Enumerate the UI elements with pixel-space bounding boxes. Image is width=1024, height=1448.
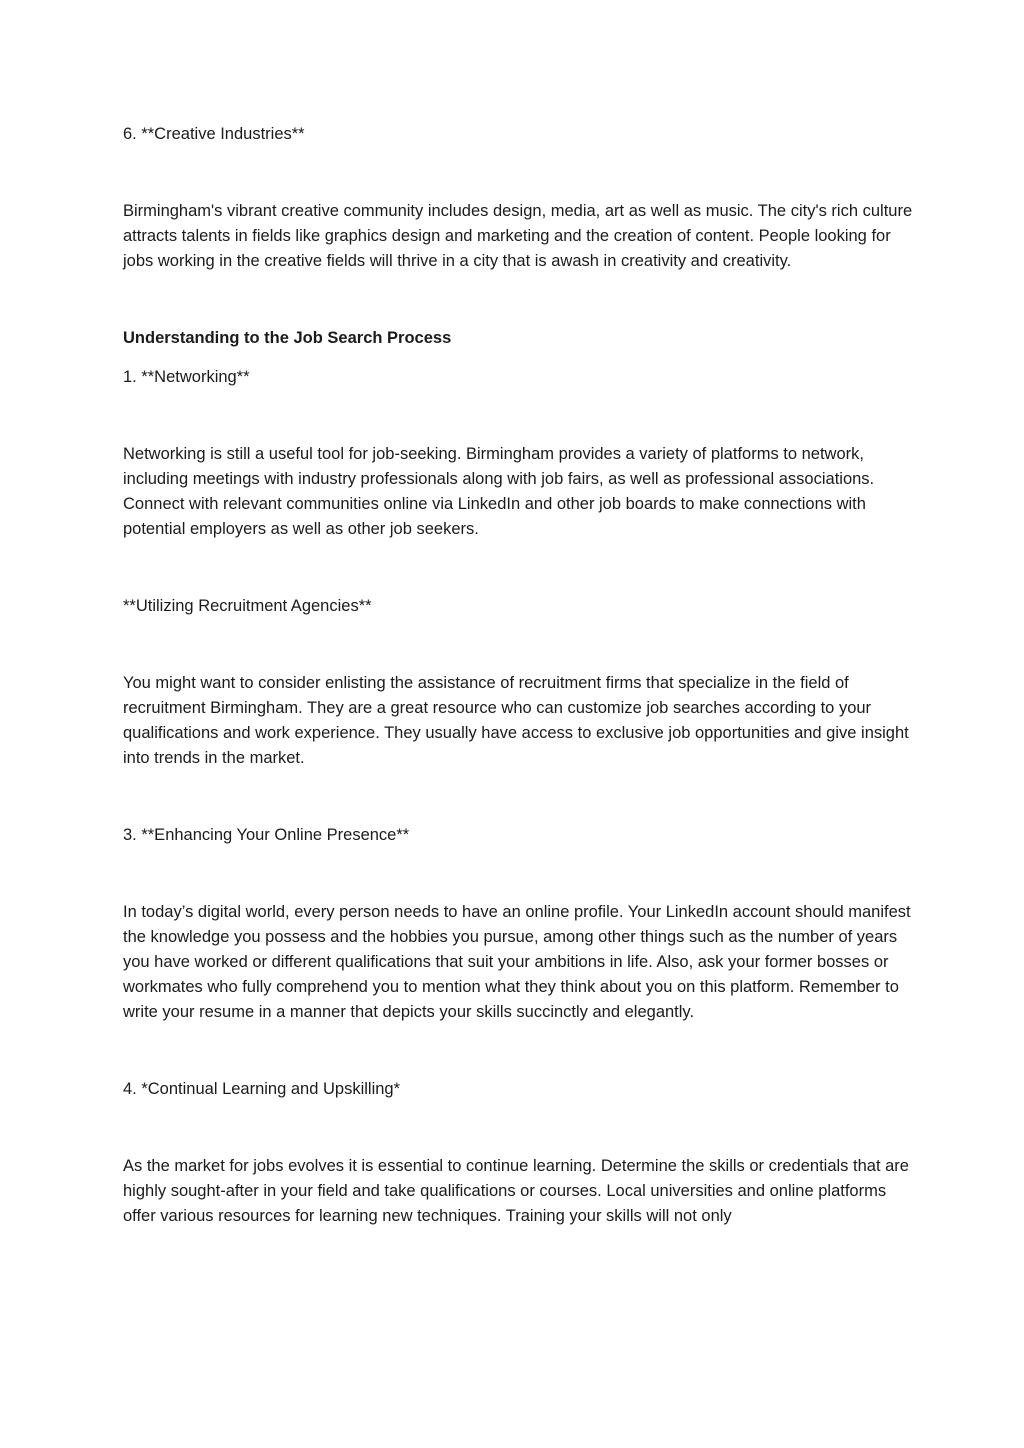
heading-job-search-process: Understanding to the Job Search Process [123,329,452,347]
heading-creative-industries: 6. **Creative Industries** [123,125,305,143]
heading-online-presence: 3. **Enhancing Your Online Presence** [123,826,410,844]
paragraph-creative-industries: Birmingham's vibrant creative community includes design, media, art as well as music. The city's rich culture attracts talents in fields like graphics design and marketing and the creation of content. People looking for jobs working in the creative fields will thrive in a city that is awash in creativity and creativity. [123,202,917,270]
paragraph-continual-learning: As the market for jobs evolves it is essential to continue learning. Determine the skills or credentials that are highly sought-after in your field and take qualifications or courses. Local universities and online platforms offer various resources for learning new techniques. Training your skills will not only [123,1157,914,1225]
heading-continual-learning: 4. *Continual Learning and Upskilling* [123,1080,401,1098]
paragraph-recruitment-agencies: You might want to consider enlisting the assistance of recruitment firms that specialize in the field of recruitment Birmingham. They are a great resource who can customize job searches according to your qualifications and work experience. They usually have access to exclusive job opportunities and give insight into trends in the market. [123,674,914,767]
heading-networking: 1. **Networking** [123,368,250,386]
paragraph-online-presence: In today’s digital world, every person needs to have an online profile. Your LinkedIn account should manifest the knowledge you possess and the hobbies you pursue, among other things such as the number of years you have worked or different qualifications that suit your ambitions in life. Also, ask your former bosses or workmates who fully comprehend you to mention what they think about you on this platform. Remember to write your resume in a manner that depicts your skills succinctly and elegantly. [123,903,916,1021]
heading-recruitment-agencies: **Utilizing Recruitment Agencies** [123,597,372,615]
paragraph-networking: Networking is still a useful tool for job-seeking. Birmingham provides a variety of platforms to network, including meetings with industry professionals along with job fairs, as well as professional associations. Connect with relevant communities online via LinkedIn and other job boards to make connections with potential employers as well as other job seekers. [123,445,879,538]
